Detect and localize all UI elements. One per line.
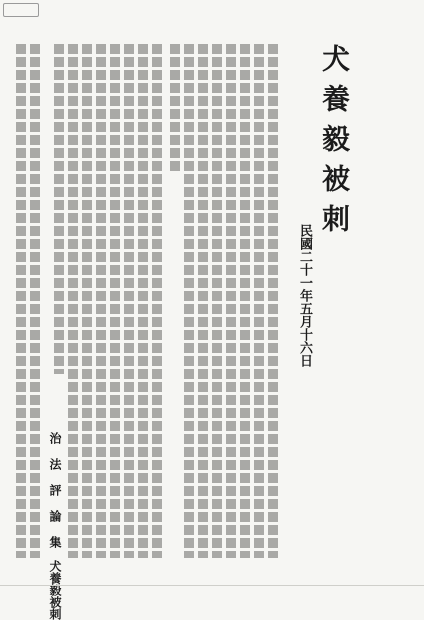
text-column-10 bbox=[138, 44, 148, 558]
text-column-5 bbox=[212, 44, 222, 558]
text-column-7 bbox=[184, 44, 194, 558]
source-caption: 治 法 評 論 集 犬養毅被刺 bbox=[48, 432, 62, 620]
text-column-9 bbox=[152, 44, 162, 558]
text-column-8 bbox=[170, 44, 180, 174]
text-column-16 bbox=[54, 44, 64, 374]
text-column-14 bbox=[82, 44, 92, 558]
text-column-11 bbox=[124, 44, 134, 558]
text-column-4 bbox=[226, 44, 236, 558]
text-column-2 bbox=[254, 44, 264, 558]
text-column-18 bbox=[16, 44, 26, 558]
text-column-12 bbox=[110, 44, 120, 558]
article-title: 犬養毅被刺 bbox=[318, 44, 351, 244]
page-bottom-rule bbox=[0, 585, 424, 586]
text-column-15 bbox=[68, 44, 78, 558]
text-column-6 bbox=[198, 44, 208, 558]
library-stamp bbox=[3, 3, 39, 17]
text-column-1 bbox=[268, 44, 278, 558]
text-column-3 bbox=[240, 44, 250, 558]
text-column-13 bbox=[96, 44, 106, 558]
article-date: 民國二十一年五月十六日 bbox=[297, 224, 312, 367]
text-column-17 bbox=[30, 44, 40, 558]
